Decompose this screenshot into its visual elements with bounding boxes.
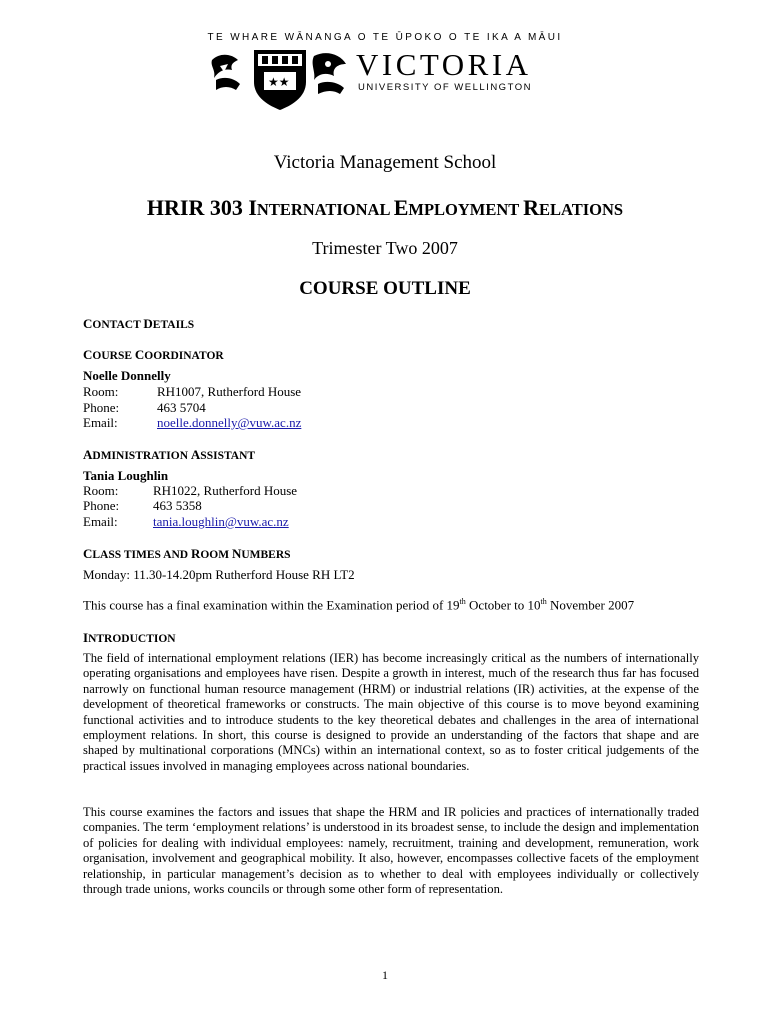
document-page: TE WHARE WĀNANGA O TE ŪPOKO O TE IKA A MĀUI ★★ VICTORIA UNIVERSITY OF WELLINGTON Victoria Management School HRIR 303 INTERNATIONAL EMPLOYMENT RELATIONS Trimester Two 2007 COURSE OUTLINE CONTACT DETAILS COURSE COORDINATOR Noelle Donnelly Room: RH1007, Rutherford House Phone: 463 5704 Email: noelle.donnelly@vuw.ac.nz ADMINISTRATION ASSISTANT Tania Loughlin Room: RH1022, Rutherford House Phone: 463 5358 Email: tania.loughlin@vuw.ac.nz CLASS TIMES AND ROOM NUMBERS Monday: 11.30-14.20pm Rutherford House RH LT2 This course has a final examination within the Examination period of 19th October to 10th November 2007 INTRODUCTION The field of international employment relations (IER) has become increasingly critical as the numbers of internationally operating organisations and employees have risen. Despite a growth in interest, much of the research thus far has focused narrowly on functional human resource management (HRM) or industrial relations (IR) activities, at the expense of the development of theoretical frameworks or constructs. The main objective of this course is to move beyond examining functional activities and to introduce students to the key theoretical debates and challenges in the area of international employment relations. In short, this course is designed to provide an understanding of the factors that shape and are shaped by multinational corporations (MNCs) within an international context, so as to foster critical judgements of the practical issues involved in managing employees across national boundaries. This course examines the factors and issues that shape the HRM and IR policies and practices of internationally traded companies. The term ‘employment relations’ is understood in its broadest sense, to include the design and implementation of policies for dealing with individual employees: namely, recruitment, training and development, remuneration, work organisation, involvement and geographical mobility. It also, however, encompasses collective facets of the employment relationship, in particular management’s decision as to whether to deal with employees individually or collectively through trade unions, works councils or through some other form of representation. 1 bbox=[0, 0, 770, 1024]
maori-motto: TE WHARE WĀNANGA O TE ŪPOKO O TE IKA A MĀUI bbox=[207, 32, 563, 43]
assistant-email-link[interactable]: tania.loughlin@vuw.ac.nz bbox=[153, 514, 289, 529]
school-name: Victoria Management School bbox=[273, 152, 497, 173]
introduction-heading: INTRODUCTION bbox=[83, 630, 176, 645]
exam-note: This course has a final examination within the Examination period of 19th October to 10th November 2007 bbox=[83, 597, 635, 613]
assistant-name: Tania Loughlin bbox=[83, 468, 169, 483]
coordinator-email-link[interactable]: noelle.donnelly@vuw.ac.nz bbox=[157, 415, 302, 430]
trimester: Trimester Two 2007 bbox=[312, 238, 458, 258]
intro-paragraph-2: This course examines the factors and issues that shape the HRM and IR policies and practices of internationally traded companies. The term ‘employment relations’ is understood in its broadest sense, to include the design and implementation of policies for dealing with individual employees: namely, recruitment, training and development, remuneration, work organisation, involvement and geographical mobility. It also, however, encompasses collective facets of the employment relationship, in particular management’s decision as to whether to deal with employees individually or collectively through trade unions, works councils or through some other form of representation. bbox=[83, 805, 699, 897]
university-logo bbox=[210, 46, 580, 112]
page-number: 1 bbox=[382, 968, 388, 982]
svg-text:★★: ★★ bbox=[268, 75, 290, 89]
outline-title: COURSE OUTLINE bbox=[299, 278, 471, 299]
course-coordinator-heading: COURSE COORDINATOR bbox=[83, 347, 224, 362]
university-subtitle: UNIVERSITY OF WELLINGTON bbox=[358, 82, 532, 93]
contact-details-heading: CONTACT DETAILS bbox=[83, 316, 195, 331]
crest-icon bbox=[210, 46, 350, 112]
university-name: VICTORIA bbox=[356, 47, 532, 82]
course-title: HRIR 303 INTERNATIONAL EMPLOYMENT RELATIONS bbox=[146, 195, 624, 220]
admin-assistant-heading: ADMINISTRATION ASSISTANT bbox=[83, 447, 256, 462]
coordinator-name: Noelle Donnelly bbox=[83, 368, 171, 383]
class-time: Monday: 11.30-14.20pm Rutherford House RH LT2 bbox=[83, 567, 355, 582]
intro-paragraph-1: The field of international employment relations (IER) has become increasingly critical as the numbers of internationally operating organisations and employees have risen. Despite a growth in interest, much of the research thus far has focused narrowly on functional human resource management (HRM) or industrial relations (IR) activities, at the expense of the development of theoretical frameworks or constructs. The main objective of this course is to move beyond examining functional activities and to introduce students to the key theoretical debates and challenges in the area of international employment relations. In short, this course is designed to provide an understanding of the factors that shape and are shaped by multinational corporations (MNCs) within an international context, so as to foster critical judgements of the practical issues involved in managing employees across national boundaries. bbox=[83, 651, 699, 773]
class-times-heading: CLASS TIMES AND ROOM NUMBERS bbox=[83, 546, 291, 561]
